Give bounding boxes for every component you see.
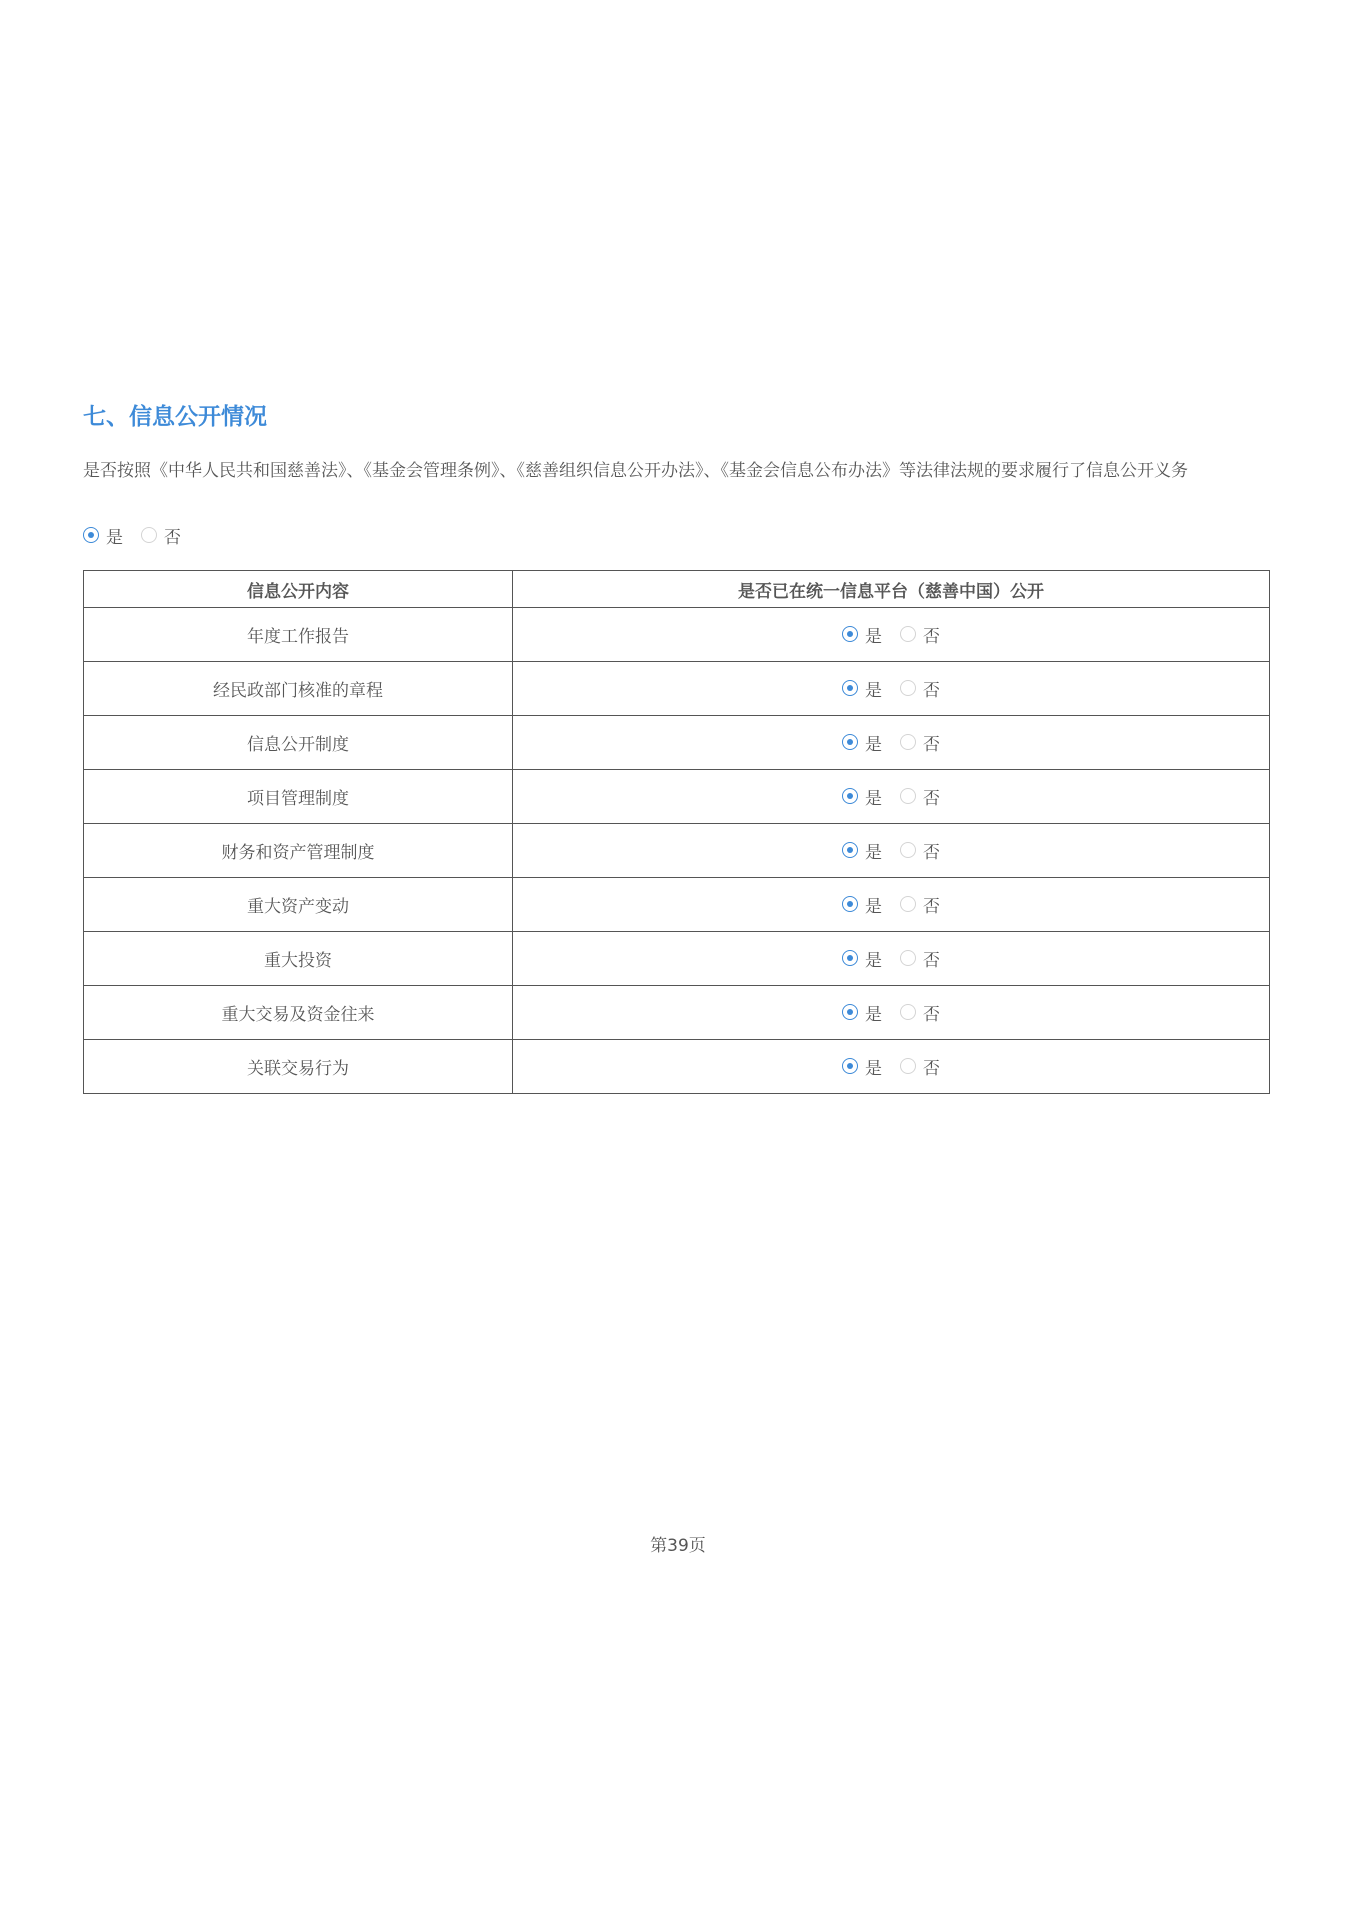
row-no-radio[interactable] bbox=[900, 734, 916, 750]
row-item-label: 年度工作报告 bbox=[84, 608, 513, 662]
row-no-radio[interactable] bbox=[900, 1004, 916, 1020]
question-no-label: 否 bbox=[164, 527, 181, 548]
row-no-label: 否 bbox=[923, 842, 940, 863]
question-yes-label: 是 bbox=[106, 527, 123, 548]
table-row bbox=[84, 770, 1270, 824]
row-published-cell bbox=[513, 878, 1270, 932]
row-no-label: 否 bbox=[923, 788, 940, 809]
row-yes-radio[interactable] bbox=[842, 950, 858, 966]
row-yes-radio[interactable] bbox=[842, 896, 858, 912]
table-row bbox=[84, 662, 1270, 716]
row-radio-group bbox=[842, 784, 940, 809]
row-no-label: 否 bbox=[923, 950, 940, 971]
section-title: 七、信息公开情况 bbox=[83, 404, 267, 430]
row-published-cell bbox=[513, 770, 1270, 824]
row-radio-group bbox=[842, 622, 940, 647]
row-no-radio[interactable] bbox=[900, 896, 916, 912]
row-yes-radio[interactable] bbox=[842, 680, 858, 696]
table-row bbox=[84, 824, 1270, 878]
row-radio-group bbox=[842, 838, 940, 863]
row-no-label: 否 bbox=[923, 1058, 940, 1079]
row-yes-label: 是 bbox=[865, 896, 882, 917]
row-radio-group bbox=[842, 892, 940, 917]
row-radio-group bbox=[842, 1000, 940, 1025]
row-published-cell bbox=[513, 662, 1270, 716]
row-yes-radio[interactable] bbox=[842, 1058, 858, 1074]
row-no-label: 否 bbox=[923, 626, 940, 647]
row-yes-label: 是 bbox=[865, 680, 882, 701]
row-no-radio[interactable] bbox=[900, 626, 916, 642]
row-item-label: 重大交易及资金往来 bbox=[84, 986, 513, 1040]
question-options bbox=[83, 524, 199, 546]
row-yes-radio[interactable] bbox=[842, 1004, 858, 1020]
page-number: 第39页 bbox=[650, 1536, 706, 1556]
table-header-row bbox=[84, 571, 1270, 608]
question-yes-radio[interactable] bbox=[83, 527, 99, 543]
row-item-label: 关联交易行为 bbox=[84, 1040, 513, 1094]
row-item-label: 经民政部门核准的章程 bbox=[84, 662, 513, 716]
table-row bbox=[84, 716, 1270, 770]
row-yes-radio[interactable] bbox=[842, 788, 858, 804]
row-radio-group bbox=[842, 730, 940, 755]
row-radio-group bbox=[842, 946, 940, 971]
row-published-cell bbox=[513, 1040, 1270, 1094]
row-no-label: 否 bbox=[923, 734, 940, 755]
row-yes-label: 是 bbox=[865, 842, 882, 863]
question-no-radio[interactable] bbox=[141, 527, 157, 543]
row-no-radio[interactable] bbox=[900, 950, 916, 966]
row-no-label: 否 bbox=[923, 896, 940, 917]
row-yes-label: 是 bbox=[865, 734, 882, 755]
table-row bbox=[84, 878, 1270, 932]
row-yes-label: 是 bbox=[865, 1004, 882, 1025]
table-row bbox=[84, 932, 1270, 986]
row-no-label: 否 bbox=[923, 680, 940, 701]
row-yes-label: 是 bbox=[865, 788, 882, 809]
row-no-label: 否 bbox=[923, 1004, 940, 1025]
table-row bbox=[84, 608, 1270, 662]
row-radio-group bbox=[842, 676, 940, 701]
row-item-label: 重大投资 bbox=[84, 932, 513, 986]
row-yes-radio[interactable] bbox=[842, 842, 858, 858]
row-yes-label: 是 bbox=[865, 950, 882, 971]
row-published-cell bbox=[513, 986, 1270, 1040]
row-published-cell bbox=[513, 824, 1270, 878]
row-no-radio[interactable] bbox=[900, 1058, 916, 1074]
row-radio-group bbox=[842, 1054, 940, 1079]
row-yes-label: 是 bbox=[865, 1058, 882, 1079]
row-item-label: 重大资产变动 bbox=[84, 878, 513, 932]
row-item-label: 财务和资产管理制度 bbox=[84, 824, 513, 878]
row-yes-label: 是 bbox=[865, 626, 882, 647]
row-no-radio[interactable] bbox=[900, 680, 916, 696]
table-body bbox=[84, 608, 1270, 1094]
header-published: 是否已在统一信息平台（慈善中国）公开 bbox=[513, 571, 1270, 608]
disclosure-table bbox=[83, 570, 1270, 1094]
table-row bbox=[84, 986, 1270, 1040]
row-published-cell bbox=[513, 608, 1270, 662]
row-yes-radio[interactable] bbox=[842, 626, 858, 642]
row-item-label: 信息公开制度 bbox=[84, 716, 513, 770]
row-published-cell bbox=[513, 932, 1270, 986]
row-no-radio[interactable] bbox=[900, 842, 916, 858]
question-text: 是否按照《中华人民共和国慈善法》、《基金会管理条例》、《慈善组织信息公开办法》、《基金会信息公布办法》等法律法规的要求履行了信息公开义务 bbox=[83, 461, 1188, 481]
row-item-label: 项目管理制度 bbox=[84, 770, 513, 824]
row-no-radio[interactable] bbox=[900, 788, 916, 804]
row-yes-radio[interactable] bbox=[842, 734, 858, 750]
row-published-cell bbox=[513, 716, 1270, 770]
table-row bbox=[84, 1040, 1270, 1094]
header-content: 信息公开内容 bbox=[84, 571, 513, 608]
